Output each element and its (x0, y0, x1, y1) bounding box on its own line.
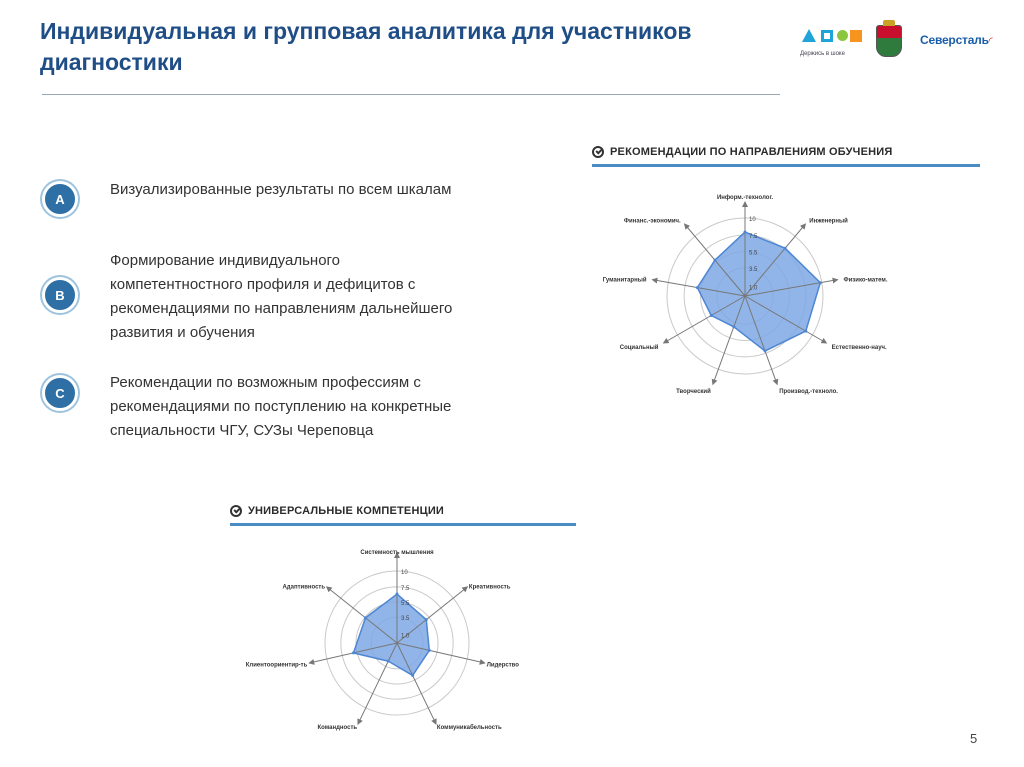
logo-tagline: Держись в шоке (800, 51, 845, 57)
axis-label: Инженерный (809, 218, 848, 225)
data-point (364, 616, 367, 619)
square-icon (821, 30, 833, 42)
data-point (764, 349, 767, 352)
axis-label: Командность (317, 724, 358, 731)
data-point (387, 660, 390, 663)
tick-label: 10 (749, 217, 756, 223)
item-text: Визуализированные результаты по всем шкалам (110, 181, 452, 198)
data-point (425, 618, 428, 621)
axis-label: Лидерство (486, 662, 519, 669)
radar-chart-universal-competencies (230, 531, 578, 747)
study-directions-chart-panel (592, 142, 982, 412)
axis-label: Клиентоориентир-ть (245, 662, 308, 669)
tick-label: 1.0 (401, 633, 410, 640)
tick-label: 1.0 (749, 285, 758, 292)
axis-label: Естественно-науч. (831, 345, 887, 351)
badge-c: C (42, 375, 78, 411)
chart-title: УНИВЕРСАЛЬНЫЕ КОМПЕТЕНЦИИ (248, 505, 445, 517)
chart-title-rule (230, 523, 576, 526)
data-point (428, 649, 431, 652)
badge-a: A (42, 181, 78, 217)
data-point (744, 231, 747, 234)
data-point (352, 651, 355, 654)
chart-header (592, 142, 893, 162)
title-divider (42, 94, 780, 95)
axis-label: Социальный (619, 345, 659, 351)
axis-label: Системность мышления (360, 550, 434, 556)
data-point (411, 674, 414, 677)
data-point (396, 593, 399, 596)
triangle-icon (802, 29, 816, 42)
data-point (732, 325, 735, 328)
radar-chart-study-directions (592, 172, 982, 412)
shapes-logo (800, 25, 862, 61)
check-circle-icon (230, 505, 242, 517)
data-point (713, 259, 716, 262)
tick-label: 3.5 (749, 266, 758, 273)
partner-logos (800, 25, 993, 61)
chart-title: РЕКОМЕНДАЦИИ ПО НАПРАВЛЕНИЯМ ОБУЧЕНИЯ (610, 146, 893, 158)
chart-header (230, 501, 444, 521)
universal-competencies-chart-panel (230, 501, 578, 747)
axis-label: Финанс.-экономич. (623, 218, 681, 225)
series-area (353, 594, 429, 675)
item-text: Формирование индивидуального компетентностного профиля и дефицитов с рекомендациями по направлениям дальнейшего развития и обучения (110, 252, 453, 341)
badge-b: B (42, 277, 78, 313)
data-point (696, 286, 699, 289)
axis-label: Адаптивность (282, 584, 326, 591)
data-point (784, 247, 787, 250)
axis-label: Творческий (676, 388, 711, 395)
axis-label: Креативность (468, 584, 511, 591)
chart-title-rule (592, 164, 980, 167)
data-point (804, 330, 807, 333)
tick-label: 5.5 (749, 250, 758, 257)
city-emblem-icon (876, 25, 902, 57)
page-title: Индивидуальная и групповая аналитика для участников диагностики (40, 18, 692, 75)
swoosh-icon: ◜ (988, 36, 993, 47)
axis-label: Информ.-технолог. (716, 195, 774, 201)
data-point (710, 314, 713, 317)
tick-label: 7.5 (401, 585, 410, 592)
flower-icon (837, 30, 848, 41)
brand-name: Северсталь (920, 33, 989, 47)
axis-label: Физико-матем. (843, 277, 888, 284)
page-number: 5 (970, 731, 978, 746)
axis-label: Гуманитарный (602, 277, 647, 284)
orange-square-icon (850, 30, 862, 42)
check-circle-icon (592, 146, 604, 158)
tick-label: 10 (401, 570, 408, 576)
severstal-logo (920, 33, 992, 47)
data-point (819, 281, 822, 284)
axis-label: Коммуникабельность (436, 724, 502, 731)
axis-label: Производ.-техноло. (779, 388, 838, 395)
tick-label: 7.5 (749, 234, 758, 241)
item-text: Рекомендации по возможным профессиям с рекомендациями по поступлению на конкретные специальности ЧГУ, СУЗы Череповца (110, 374, 452, 439)
tick-label: 3.5 (401, 616, 410, 623)
tick-label: 5.5 (401, 600, 410, 607)
